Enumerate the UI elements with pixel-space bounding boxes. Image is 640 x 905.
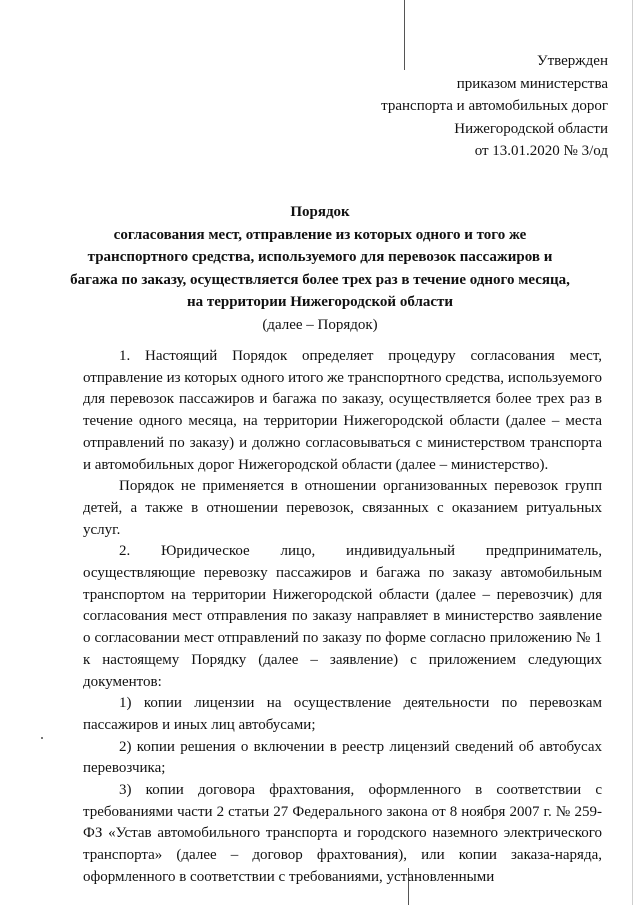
list-item: 3) копии договора фрахтования, оформленного в соответствии с требованиями части 2 статьи 27 Федерального закона от 8 ноября 2007 г. № 259-ФЗ «Устав автомобильного транспорта и городского наземного электрического транспорта» (далее – договор фрахтования), или копии заказа-наряда, оформленного в соответствии с требованиями, установленными: [83, 782, 602, 885]
approval-line: Утвержден: [536, 53, 608, 69]
document-subtitle: согласования мест, отправление из которых одного и того же транспортного средства, используемого для перевозок пассажиров и багажа по заказу, осуществляется более трех раз в течение одного месяца, на территории Нижегородской области: [70, 226, 570, 310]
list-item: 1) копии лицензии на осуществление деятельности по перевозкам пассажиров и иных лиц автобусами;: [83, 695, 602, 733]
paragraph: 2. Юридическое лицо, индивидуальный предприниматель, осуществляющие перевозку пассажиров и багажа по заказу автомобильным транспортом на территории Нижегородской области (далее – перевозчик) для согласования мест отправления по заказу направляет в министерство заявление о согласовании мест отправлений по заказу по форме согласно приложению № 1 к настоящему Порядку (далее – заявление) с приложением следующих документов:: [83, 543, 602, 690]
approval-line: транспорта и автомобильных дорог: [381, 98, 608, 114]
paragraph: 1. Настоящий Порядок определяет процедуру согласования мест, отправление из которых одного итого же транспортного средства, используемого для перевозок пассажиров и багажа по заказу, осуществляется более трех раз в течение одного месяца, на территории Нижегородской области (далее – места отправлений по заказу) и должно согласовываться с министерством транспорта и автомобильных дорог Нижегородской области (далее – министерство).: [83, 348, 602, 473]
document-title: Порядок: [290, 204, 350, 220]
approval-line: Нижегородской области: [454, 120, 608, 137]
scan-artifact-line: [632, 0, 633, 905]
document-title-note: (далее – Порядок): [262, 316, 378, 333]
document-body: [83, 346, 602, 889]
scan-artifact-dot: [41, 737, 43, 739]
approval-date-line: от 13.01.2020 № 3/од: [474, 143, 608, 159]
approval-line: приказом министерства: [456, 75, 608, 92]
document-title-block: [70, 201, 570, 336]
list-item: 2) копии решения о включении в реестр лицензий сведений об автобусах перевозчика;: [83, 738, 602, 777]
approval-stamp-block: [308, 50, 608, 163]
paragraph: Порядок не применяется в отношении организованных перевозок групп детей, а также в отношении перевозок, связанных с оказанием ритуальных услуг.: [83, 478, 602, 538]
